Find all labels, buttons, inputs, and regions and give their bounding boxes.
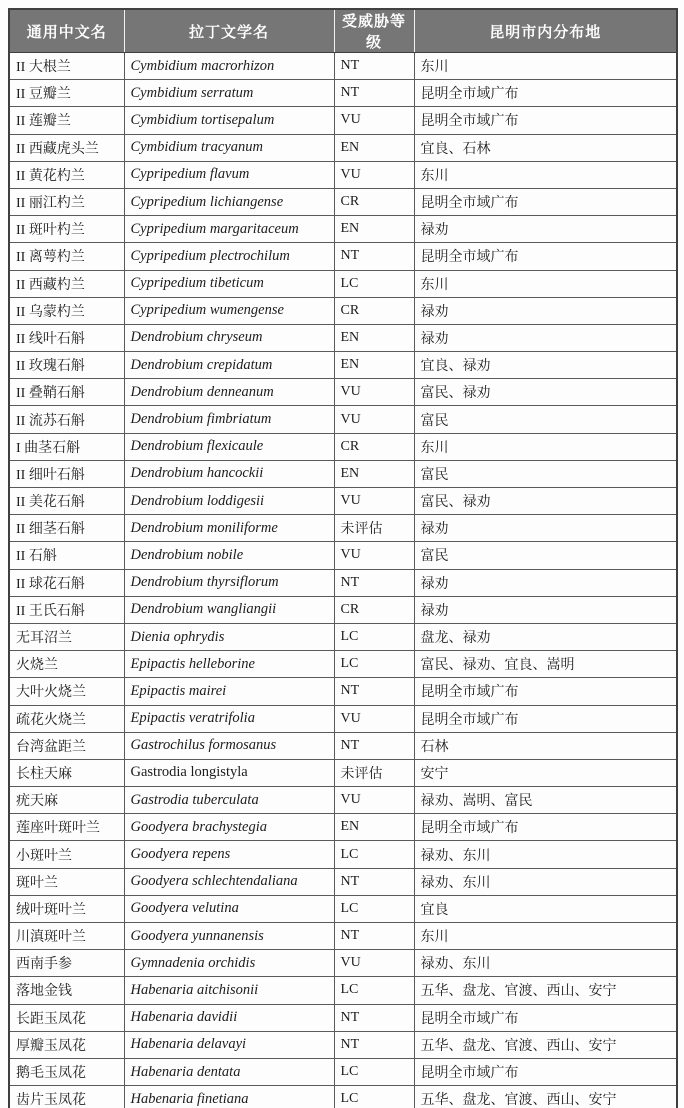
- cell-threat-level: EN: [334, 460, 414, 487]
- cell-distribution: 富民: [414, 460, 677, 487]
- cell-threat-level: NT: [334, 569, 414, 596]
- table-row: [9, 651, 677, 678]
- table-header-row: [9, 9, 677, 53]
- column-header-latin-name: 拉丁文学名: [124, 9, 334, 53]
- cell-threat-level: NT: [334, 868, 414, 895]
- column-header-chinese-name: 通用中文名: [9, 9, 124, 53]
- cell-chinese-name: 疏花火烧兰: [9, 705, 124, 732]
- table-row: [9, 569, 677, 596]
- cell-latin-name: Cypripedium flavum: [124, 161, 334, 188]
- cell-distribution: 东川: [414, 270, 677, 297]
- cell-distribution: 禄劝、东川: [414, 868, 677, 895]
- cell-chinese-name: II 叠鞘石斛: [9, 379, 124, 406]
- table-row: [9, 623, 677, 650]
- cell-threat-level: NT: [334, 1031, 414, 1058]
- table-row: [9, 379, 677, 406]
- cell-distribution: 昆明全市域广布: [414, 80, 677, 107]
- cell-latin-name: Cypripedium plectrochilum: [124, 243, 334, 270]
- cell-chinese-name: II 石斛: [9, 542, 124, 569]
- cell-distribution: 昆明全市域广布: [414, 188, 677, 215]
- cell-chinese-name: 厚瓣玉凤花: [9, 1031, 124, 1058]
- cell-threat-level: VU: [334, 488, 414, 515]
- cell-chinese-name: II 玫瑰石斛: [9, 352, 124, 379]
- cell-chinese-name: II 西藏虎头兰: [9, 134, 124, 161]
- cell-distribution: 禄劝: [414, 569, 677, 596]
- cell-threat-level: LC: [334, 895, 414, 922]
- cell-threat-level: LC: [334, 977, 414, 1004]
- table-row: [9, 841, 677, 868]
- table-row: [9, 433, 677, 460]
- table-row: [9, 460, 677, 487]
- cell-distribution: 盘龙、禄劝: [414, 623, 677, 650]
- cell-distribution: 禄劝、东川: [414, 950, 677, 977]
- cell-distribution: 五华、盘龙、官渡、西山、安宁: [414, 1086, 677, 1108]
- cell-distribution: 宜良: [414, 895, 677, 922]
- cell-latin-name: Cymbidium tracyanum: [124, 134, 334, 161]
- cell-distribution: 昆明全市域广布: [414, 107, 677, 134]
- cell-chinese-name: II 细叶石斛: [9, 460, 124, 487]
- cell-distribution: 宜良、禄劝: [414, 352, 677, 379]
- cell-threat-level: VU: [334, 379, 414, 406]
- cell-chinese-name: 落地金钱: [9, 977, 124, 1004]
- table-row: [9, 53, 677, 80]
- cell-chinese-name: II 斑叶杓兰: [9, 216, 124, 243]
- table-row: [9, 814, 677, 841]
- cell-distribution: 昆明全市域广布: [414, 243, 677, 270]
- table-row: [9, 705, 677, 732]
- cell-latin-name: Dendrobium thyrsiflorum: [124, 569, 334, 596]
- table-row: [9, 787, 677, 814]
- cell-chinese-name: 无耳沼兰: [9, 623, 124, 650]
- cell-threat-level: VU: [334, 542, 414, 569]
- cell-threat-level: VU: [334, 406, 414, 433]
- table-row: [9, 732, 677, 759]
- cell-latin-name: Cymbidium macrorhizon: [124, 53, 334, 80]
- table-row: [9, 542, 677, 569]
- cell-chinese-name: 西南手参: [9, 950, 124, 977]
- cell-distribution: 富民、禄劝、宜良、嵩明: [414, 651, 677, 678]
- cell-latin-name: Habenaria delavayi: [124, 1031, 334, 1058]
- table-row: [9, 515, 677, 542]
- cell-threat-level: LC: [334, 651, 414, 678]
- cell-chinese-name: II 细茎石斛: [9, 515, 124, 542]
- cell-latin-name: Dendrobium chryseum: [124, 324, 334, 351]
- cell-threat-level: EN: [334, 134, 414, 161]
- table-row: [9, 107, 677, 134]
- cell-chinese-name: II 流苏石斛: [9, 406, 124, 433]
- table-row: [9, 188, 677, 215]
- cell-chinese-name: 长柱天麻: [9, 759, 124, 786]
- cell-latin-name: Dendrobium moniliforme: [124, 515, 334, 542]
- cell-latin-name: Gastrodia tuberculata: [124, 787, 334, 814]
- cell-threat-level: VU: [334, 950, 414, 977]
- cell-distribution: 五华、盘龙、官渡、西山、安宁: [414, 977, 677, 1004]
- cell-threat-level: VU: [334, 705, 414, 732]
- cell-threat-level: EN: [334, 814, 414, 841]
- cell-chinese-name: 火烧兰: [9, 651, 124, 678]
- cell-chinese-name: 鹅毛玉凤花: [9, 1058, 124, 1085]
- cell-distribution: 禄劝、东川: [414, 841, 677, 868]
- column-header-threat-level: 受威胁等级: [334, 9, 414, 53]
- cell-latin-name: Cypripedium margaritaceum: [124, 216, 334, 243]
- cell-threat-level: LC: [334, 1058, 414, 1085]
- cell-chinese-name: 小斑叶兰: [9, 841, 124, 868]
- cell-latin-name: Dendrobium loddigesii: [124, 488, 334, 515]
- cell-latin-name: Dendrobium wangliangii: [124, 596, 334, 623]
- cell-threat-level: NT: [334, 1004, 414, 1031]
- cell-latin-name: Dendrobium flexicaule: [124, 433, 334, 460]
- cell-threat-level: NT: [334, 923, 414, 950]
- cell-distribution: 宜良、石林: [414, 134, 677, 161]
- cell-distribution: 石林: [414, 732, 677, 759]
- cell-threat-level: LC: [334, 841, 414, 868]
- cell-latin-name: Goodyera yunnanensis: [124, 923, 334, 950]
- cell-latin-name: Cypripedium wumengense: [124, 297, 334, 324]
- cell-latin-name: Habenaria aitchisonii: [124, 977, 334, 1004]
- table-row: [9, 488, 677, 515]
- cell-distribution: 安宁: [414, 759, 677, 786]
- species-table: [8, 8, 678, 1108]
- cell-distribution: 昆明全市域广布: [414, 814, 677, 841]
- table-row: [9, 80, 677, 107]
- cell-distribution: 东川: [414, 923, 677, 950]
- cell-chinese-name: II 大根兰: [9, 53, 124, 80]
- cell-threat-level: NT: [334, 678, 414, 705]
- cell-threat-level: 未评估: [334, 759, 414, 786]
- cell-distribution: 东川: [414, 433, 677, 460]
- cell-chinese-name: 疣天麻: [9, 787, 124, 814]
- cell-threat-level: NT: [334, 243, 414, 270]
- cell-threat-level: NT: [334, 53, 414, 80]
- cell-chinese-name: 川滇斑叶兰: [9, 923, 124, 950]
- cell-latin-name: Habenaria davidii: [124, 1004, 334, 1031]
- cell-latin-name: Dendrobium denneanum: [124, 379, 334, 406]
- cell-distribution: 富民: [414, 542, 677, 569]
- cell-chinese-name: II 球花石斛: [9, 569, 124, 596]
- cell-threat-level: VU: [334, 161, 414, 188]
- cell-latin-name: Goodyera velutina: [124, 895, 334, 922]
- table-row: [9, 134, 677, 161]
- table-row: [9, 923, 677, 950]
- table-row: [9, 596, 677, 623]
- cell-chinese-name: 斑叶兰: [9, 868, 124, 895]
- cell-chinese-name: II 豆瓣兰: [9, 80, 124, 107]
- table-row: [9, 1086, 677, 1108]
- cell-distribution: 富民: [414, 406, 677, 433]
- table-row: [9, 1004, 677, 1031]
- cell-threat-level: LC: [334, 270, 414, 297]
- cell-threat-level: CR: [334, 188, 414, 215]
- cell-latin-name: Habenaria finetiana: [124, 1086, 334, 1108]
- cell-threat-level: CR: [334, 596, 414, 623]
- cell-latin-name: Cymbidium serratum: [124, 80, 334, 107]
- cell-distribution: 昆明全市域广布: [414, 678, 677, 705]
- cell-latin-name: Dendrobium crepidatum: [124, 352, 334, 379]
- cell-distribution: 禄劝: [414, 216, 677, 243]
- cell-distribution: 禄劝: [414, 324, 677, 351]
- cell-latin-name: Epipactis helleborine: [124, 651, 334, 678]
- cell-latin-name: Cypripedium tibeticum: [124, 270, 334, 297]
- cell-threat-level: EN: [334, 216, 414, 243]
- cell-chinese-name: II 西藏杓兰: [9, 270, 124, 297]
- cell-chinese-name: 莲座叶斑叶兰: [9, 814, 124, 841]
- table-row: [9, 161, 677, 188]
- table-row: [9, 1058, 677, 1085]
- table-row: [9, 216, 677, 243]
- cell-chinese-name: 齿片玉凤花: [9, 1086, 124, 1108]
- table-row: [9, 324, 677, 351]
- cell-threat-level: LC: [334, 1086, 414, 1108]
- cell-latin-name: Epipactis veratrifolia: [124, 705, 334, 732]
- cell-chinese-name: II 黄花杓兰: [9, 161, 124, 188]
- cell-distribution: 富民、禄劝: [414, 379, 677, 406]
- cell-latin-name: Goodyera repens: [124, 841, 334, 868]
- cell-distribution: 富民、禄劝: [414, 488, 677, 515]
- table-row: [9, 895, 677, 922]
- table-row: [9, 243, 677, 270]
- cell-chinese-name: II 线叶石斛: [9, 324, 124, 351]
- cell-latin-name: Cymbidium tortisepalum: [124, 107, 334, 134]
- cell-distribution: 昆明全市域广布: [414, 705, 677, 732]
- table-row: [9, 352, 677, 379]
- cell-latin-name: Gastrodia longistyla: [124, 759, 334, 786]
- cell-threat-level: NT: [334, 80, 414, 107]
- cell-distribution: 五华、盘龙、官渡、西山、安宁: [414, 1031, 677, 1058]
- cell-threat-level: CR: [334, 433, 414, 460]
- cell-threat-level: NT: [334, 732, 414, 759]
- table-row: [9, 678, 677, 705]
- cell-distribution: 禄劝: [414, 596, 677, 623]
- table-row: [9, 297, 677, 324]
- cell-distribution: 东川: [414, 53, 677, 80]
- cell-chinese-name: 绒叶斑叶兰: [9, 895, 124, 922]
- cell-distribution: 东川: [414, 161, 677, 188]
- cell-latin-name: Goodyera brachystegia: [124, 814, 334, 841]
- cell-chinese-name: II 莲瓣兰: [9, 107, 124, 134]
- cell-chinese-name: II 离萼杓兰: [9, 243, 124, 270]
- cell-distribution: 禄劝: [414, 297, 677, 324]
- table-row: [9, 270, 677, 297]
- cell-threat-level: EN: [334, 352, 414, 379]
- cell-latin-name: Dienia ophrydis: [124, 623, 334, 650]
- cell-chinese-name: 长距玉凤花: [9, 1004, 124, 1031]
- table-row: [9, 950, 677, 977]
- table-row: [9, 406, 677, 433]
- cell-threat-level: EN: [334, 324, 414, 351]
- cell-threat-level: VU: [334, 107, 414, 134]
- cell-latin-name: Goodyera schlechtendaliana: [124, 868, 334, 895]
- cell-latin-name: Gastrochilus formosanus: [124, 732, 334, 759]
- cell-latin-name: Dendrobium nobile: [124, 542, 334, 569]
- cell-chinese-name: 大叶火烧兰: [9, 678, 124, 705]
- cell-chinese-name: II 丽江杓兰: [9, 188, 124, 215]
- cell-chinese-name: II 乌蒙杓兰: [9, 297, 124, 324]
- cell-distribution: 昆明全市域广布: [414, 1004, 677, 1031]
- table-row: [9, 868, 677, 895]
- cell-threat-level: LC: [334, 623, 414, 650]
- cell-latin-name: Habenaria dentata: [124, 1058, 334, 1085]
- cell-chinese-name: 台湾盆距兰: [9, 732, 124, 759]
- cell-chinese-name: II 王氏石斛: [9, 596, 124, 623]
- cell-distribution: 昆明全市域广布: [414, 1058, 677, 1085]
- cell-threat-level: VU: [334, 787, 414, 814]
- table-row: [9, 759, 677, 786]
- table-row: [9, 1031, 677, 1058]
- cell-threat-level: CR: [334, 297, 414, 324]
- cell-latin-name: Gymnadenia orchidis: [124, 950, 334, 977]
- column-header-distribution: 昆明市内分布地: [414, 9, 677, 53]
- cell-latin-name: Dendrobium fimbriatum: [124, 406, 334, 433]
- cell-distribution: 禄劝、嵩明、富民: [414, 787, 677, 814]
- cell-latin-name: Epipactis mairei: [124, 678, 334, 705]
- cell-chinese-name: II 美花石斛: [9, 488, 124, 515]
- cell-latin-name: Cypripedium lichiangense: [124, 188, 334, 215]
- cell-distribution: 禄劝: [414, 515, 677, 542]
- table-row: [9, 977, 677, 1004]
- cell-latin-name: Dendrobium hancockii: [124, 460, 334, 487]
- cell-chinese-name: I 曲茎石斛: [9, 433, 124, 460]
- cell-threat-level: 未评估: [334, 515, 414, 542]
